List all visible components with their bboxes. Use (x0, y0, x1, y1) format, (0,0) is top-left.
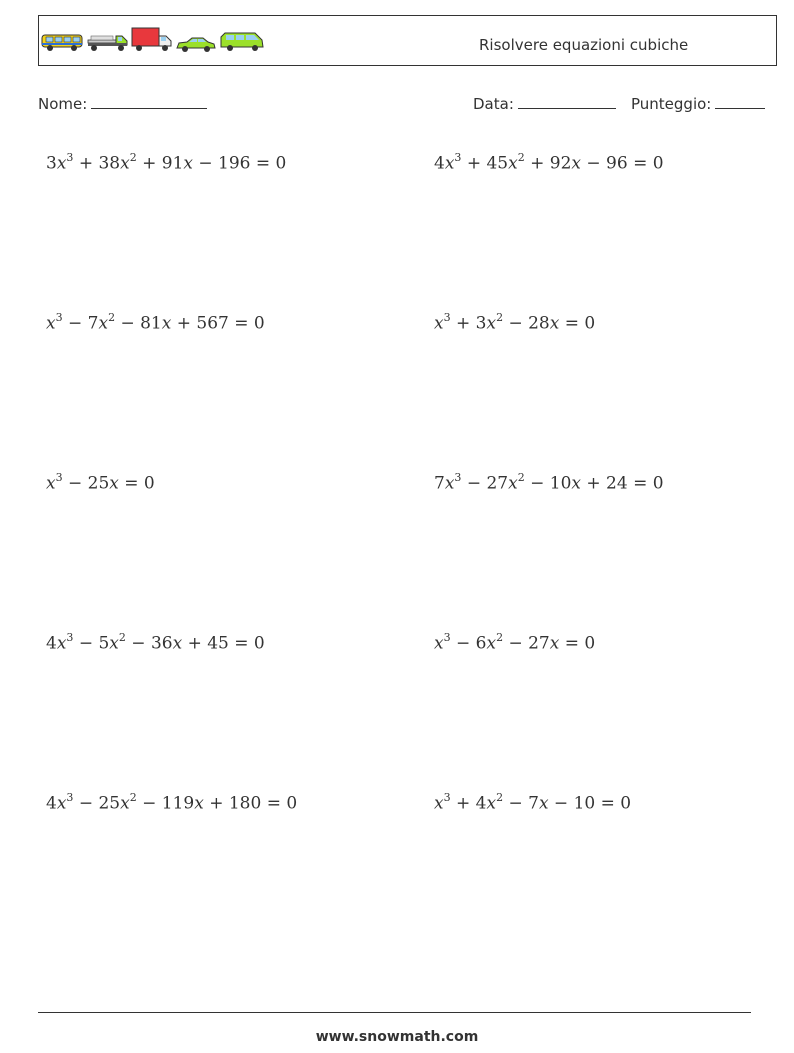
van-icon (41, 31, 85, 53)
score-blank (715, 94, 765, 109)
minivan-icon (219, 31, 265, 53)
footer-url[interactable]: www.snowmath.com (315, 1029, 479, 1045)
box-truck-icon (131, 27, 173, 53)
page-title: Risolvere equazioni cubiche (479, 36, 689, 54)
problem-7: $4x^3 - 5x^2 - 36x + 45 = 0$ (46, 631, 265, 654)
name-field (38, 94, 207, 113)
car-icon (175, 35, 217, 53)
date-blank (518, 94, 616, 109)
problem-4: $x^3 + 3x^2 - 28x = 0$ (434, 311, 596, 334)
problem-9: $4x^3 - 25x^2 - 119x + 180 = 0$ (46, 791, 298, 814)
vehicle-icons (41, 27, 265, 53)
header-box (38, 15, 777, 66)
date-label: Data: (473, 95, 514, 113)
score-label: Punteggio: (631, 95, 712, 113)
score-field (631, 94, 765, 113)
name-blank (91, 94, 207, 109)
problem-10: $x^3 + 4x^2 - 7x - 10 = 0$ (434, 791, 632, 814)
problem-3: $x^3 - 7x^2 - 81x + 567 = 0$ (46, 311, 265, 334)
problem-1: $3x^3 + 38x^2 + 91x - 196 = 0$ (46, 151, 287, 174)
problem-2: $4x^3 + 45x^2 + 92x - 96 = 0$ (434, 151, 664, 174)
problem-6: $7x^3 - 27x^2 - 10x + 24 = 0$ (434, 471, 664, 494)
name-label: Nome: (38, 95, 88, 113)
problem-8: $x^3 - 6x^2 - 27x = 0$ (434, 631, 596, 654)
footer-divider (38, 1012, 751, 1013)
date-field (473, 94, 616, 113)
problem-5: $x^3 - 25x = 0$ (46, 471, 155, 494)
flatbed-truck-icon (87, 31, 129, 53)
